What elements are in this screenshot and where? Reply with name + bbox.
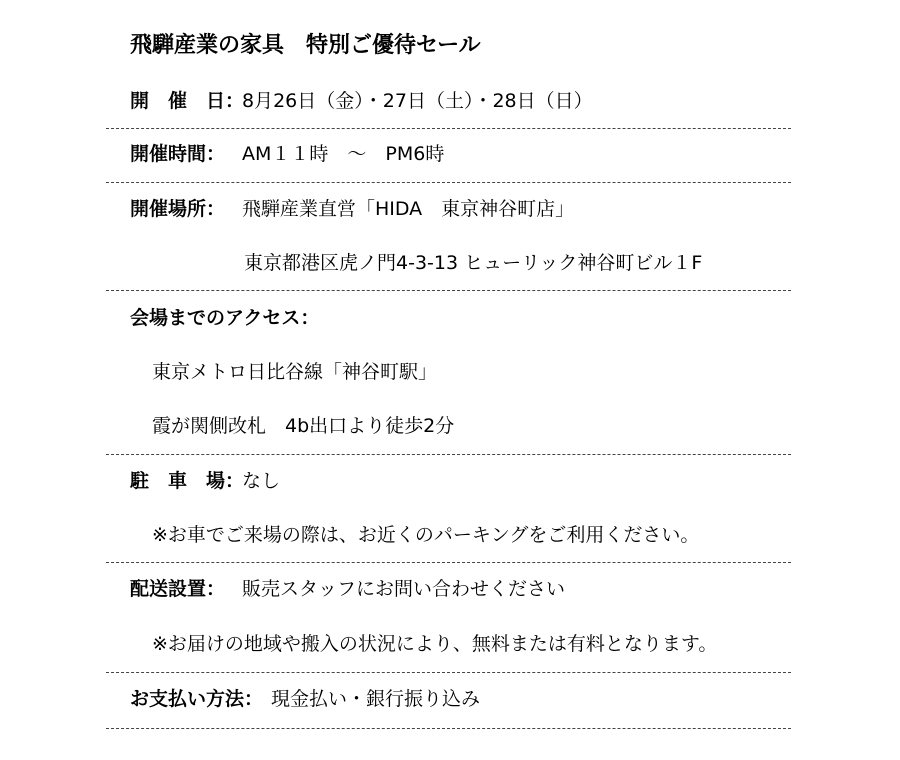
divider bbox=[106, 290, 791, 291]
payment-label: お支払い方法： bbox=[130, 688, 264, 710]
divider bbox=[106, 728, 791, 729]
divider bbox=[106, 454, 791, 455]
delivery-label: 配送設置： bbox=[130, 578, 226, 600]
time-label: 開催時間： bbox=[130, 143, 226, 165]
payment-value: 現金払い・銀行振り込み bbox=[271, 688, 481, 710]
access-label: 会場までのアクセス： bbox=[130, 307, 320, 329]
date-label: 開 催 日： bbox=[130, 90, 245, 112]
parking-value: なし bbox=[242, 470, 281, 492]
date-value: 8月26日（金）・27日（土）・28日（日） bbox=[242, 90, 593, 112]
time-value: AM１１時 ～ PM6時 bbox=[242, 143, 445, 165]
date-row bbox=[130, 88, 593, 114]
place-row bbox=[130, 196, 574, 222]
access-line-2: 霞が関側改札 4b出口より徒歩2分 bbox=[152, 415, 455, 437]
page-title: 飛騨産業の家具 特別ご優待セール bbox=[130, 33, 481, 58]
place-address: 東京都港区虎ノ門4-3-13 ヒューリック神谷町ビル１F bbox=[244, 252, 703, 274]
parking-row bbox=[130, 468, 280, 494]
divider bbox=[106, 562, 791, 563]
delivery-row bbox=[130, 576, 565, 602]
divider bbox=[106, 182, 791, 183]
parking-note: ※お車でご来場の際は、お近くのパーキングをご利用ください。 bbox=[152, 524, 700, 546]
access-row bbox=[130, 305, 319, 331]
delivery-note: ※お届けの地域や搬入の状況により、無料または有料となります。 bbox=[152, 633, 718, 655]
place-label: 開催場所： bbox=[130, 198, 226, 220]
place-value: 飛騨産業直営「HIDA 東京神谷町店」 bbox=[242, 198, 575, 220]
parking-label: 駐 車 場： bbox=[130, 470, 245, 492]
access-line-1: 東京メトロ日比谷線「神谷町駅」 bbox=[152, 361, 438, 383]
payment-row bbox=[130, 686, 480, 712]
divider bbox=[106, 128, 791, 129]
time-row bbox=[130, 141, 444, 167]
delivery-value: 販売スタッフにお問い合わせください bbox=[242, 578, 566, 600]
divider bbox=[106, 672, 791, 673]
